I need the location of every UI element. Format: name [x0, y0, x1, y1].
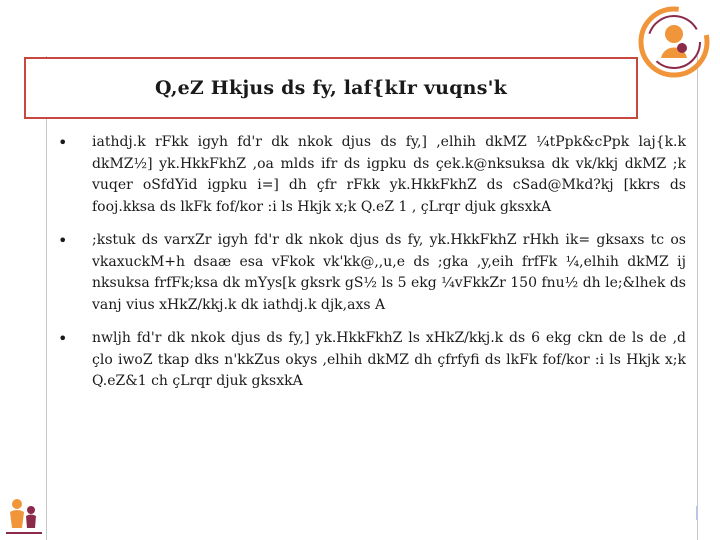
bullet-list	[58, 132, 686, 405]
bullet-item	[58, 132, 686, 218]
bullet-text: ;kstuk ds varxZr igyh fd'r dk nkok djus ds fy, yk.HkkFkhZ rHkh ik= gksaxs tc os vkaxuckM+h dsaæ esa vFkok vk'kk@,,u,e ds ;gka ,y,eih frfFk ¼,elhih dkMZ ij nksuksa frfFk;ksa dk mYys[k gksrk gS½ ls 5 ekg ¼vFkkZr 150 fnu½ dh le;&lhek ds vanj vius xHkZ/kkj.k dk iathdj.k djk,axs A	[92, 232, 686, 313]
bullet-item	[58, 230, 686, 316]
bullet-dot-icon: •	[58, 329, 68, 348]
bullet-text: iathdj.k rFkk igyh fd'r dk nkok djus ds fy,] ,elhih dkMZ ¼tPpk&cPpk laj{k.k dkMZ½] yk.HkkFkhZ ,oa mlds ifr ds igpku ds çek.k@nksuksa dk vk/kkj dkMZ ;k vuqer oSfdYid igpku i=] dh çfr rFkk yk.HkkFkhZ ds cSad@Mkd?kj [kkrs ds fooj.kksa ds lkFk fof/kor :i ls Hkjk x;k Q.eZ 1 , çLrqr djuk gksxkA	[92, 134, 686, 215]
mother-child-logo-icon	[2, 494, 46, 538]
bullet-dot-icon: •	[58, 231, 68, 250]
bullet-item	[58, 328, 686, 393]
title-box	[24, 57, 638, 119]
scheme-logo-icon	[636, 4, 712, 80]
page-marker	[696, 506, 698, 520]
slide-title: Q,eZ Hkjus ds fy, laf{kIr vuqns'k	[155, 77, 507, 99]
bullet-dot-icon: •	[58, 133, 68, 152]
bullet-text: nwljh fd'r dk nkok djus ds fy,] yk.HkkFkhZ ls xHkZ/kkj.k ds 6 ekg ckn de ls de ,d çlo iwoZ tkap dks n'kkZus okys ,elhih dkMZ dh çfrfyfi ds lkFk fof/kor :i ls Hkjk x;k Q.eZ&1 ch çLrqr djuk gksxkA	[92, 330, 686, 389]
